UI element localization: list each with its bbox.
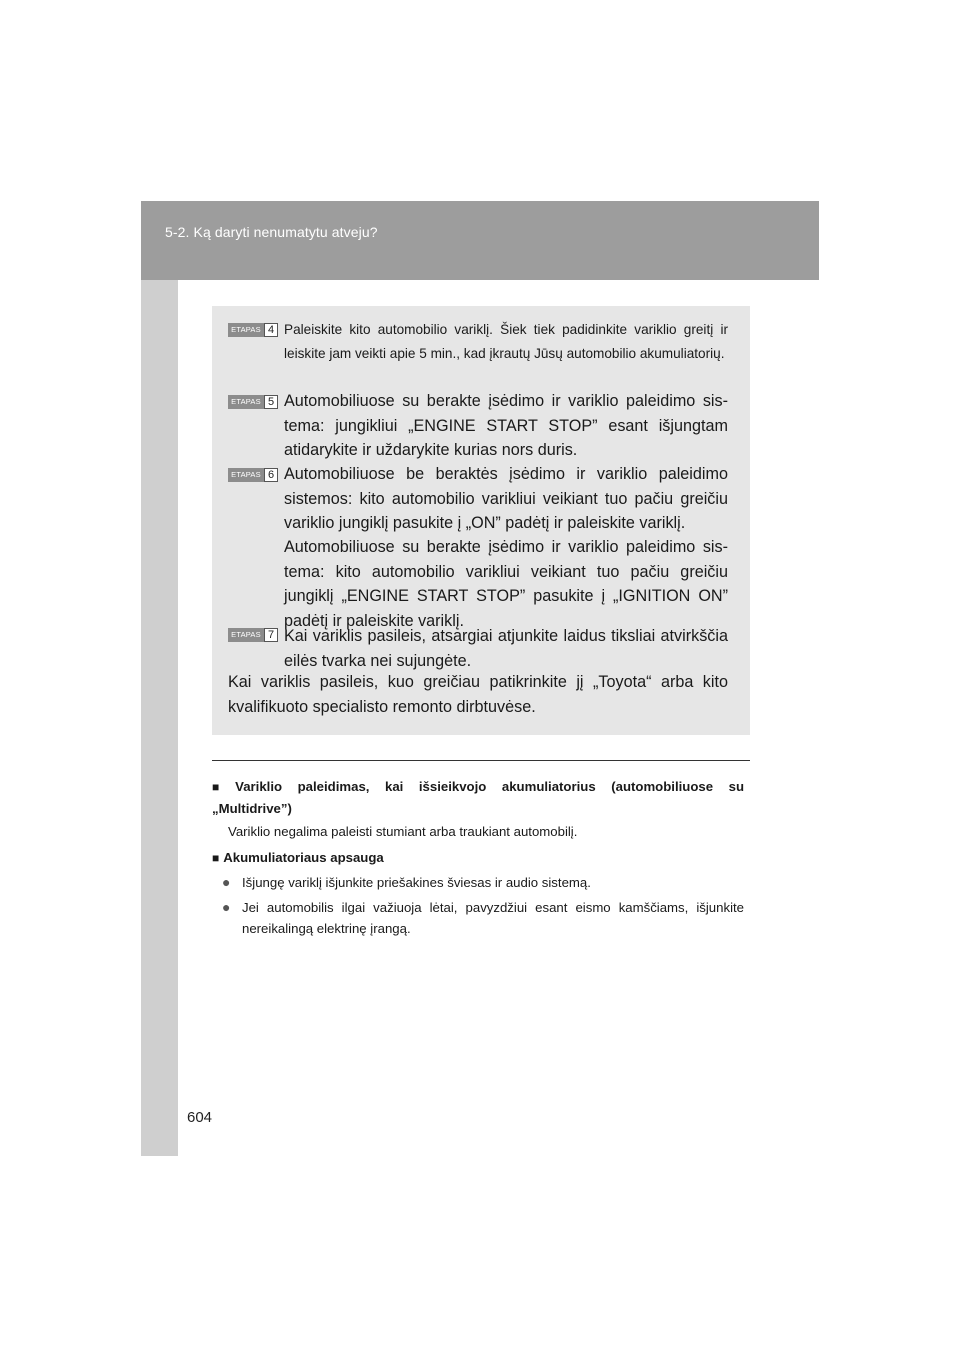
list-item-text: Išjungę variklį išjunkite priešakines šviesas ir audio sistemą. — [242, 875, 591, 890]
square-bullet-icon: ■ — [212, 851, 220, 865]
circle-bullet-icon: ● — [222, 874, 231, 890]
step-text: Kai variklis pasileis, atsargiai atjunkite laidus tiksliai atvirkščia eilės tvarka nei sujungėte. — [284, 627, 728, 670]
note-heading-text: Variklio paleidimas, kai išsieikvojo akumuliatorius (automobiliuose su „Multidrive”) — [212, 779, 744, 816]
step-badge — [228, 323, 278, 337]
step-text: Automobiliuose su berakte įsėdimo ir variklio paleidimo sistema: jungikliui „ENGINE START STOP” esant išjungtam atidarykite ir uždarykite kurias nors duris. — [284, 392, 728, 459]
note-heading — [212, 776, 744, 819]
step-badge — [228, 468, 278, 482]
step-badge — [228, 395, 278, 409]
step-badge-label: ETAPAS — [228, 395, 264, 409]
divider — [212, 760, 750, 761]
step-badge-label: ETAPAS — [228, 468, 264, 482]
note-body: Variklio negalima paleisti stumiant arba traukiant automobilį. — [228, 824, 578, 839]
step-badge-label: ETAPAS — [228, 323, 264, 337]
step-text: Automobiliuose be beraktės įsėdimo ir variklio paleidimo sistemos: kito automobilio varikliui veikiant tuo pačiu greičiu variklio jungiklį pasukite į „ON” padėtį ir paleiskite variklį. — [284, 465, 728, 532]
square-bullet-icon: ■ — [212, 780, 232, 794]
note-heading-text: Akumuliatoriaus apsauga — [223, 850, 384, 865]
step-badge-number: 5 — [264, 395, 278, 409]
circle-bullet-icon: ● — [222, 899, 231, 915]
step-badge-number: 7 — [264, 628, 278, 642]
section-header — [141, 201, 819, 280]
step-text: Paleiskite kito automobilio variklį. Šiek tiek padidinkite variklio greitį ir leiskite jam veikti apie 5 min., kad įkrautų Jūsų automobilio akumuliatorių. — [284, 322, 728, 361]
step-badge-label: ETAPAS — [228, 628, 264, 642]
after-steps-paragraph: Kai variklis pasileis, kuo greičiau patikrinkite jį „Toyota“ arba kito kvalifikuoto specialisto remonto dirbtuvėse. — [228, 673, 728, 716]
step-badge — [228, 628, 278, 642]
page-number: 604 — [187, 1109, 213, 1126]
section-title: 5-2. Ką daryti nenumatytu atveju? — [165, 224, 378, 240]
list-item-text: Jei automobilis ilgai važiuoja lėtai, pavyzdžiui esant eismo kamščiams, išjunkite nereikalingą elektrinę įrangą. — [242, 900, 744, 936]
step-badge-number: 4 — [264, 323, 278, 337]
margin-strip — [141, 201, 178, 1156]
step-text-alt: Automobiliuose su berakte įsėdimo ir variklio paleidimo sistema: kito automobilio varikliui veikiant tuo pačiu greičiu jungiklį „ENGINE START STOP” pasukite į „IGNITION ON” padėtį ir paleiskite variklį. — [284, 538, 728, 630]
step-badge-number: 6 — [264, 468, 278, 482]
note-heading — [212, 847, 744, 869]
